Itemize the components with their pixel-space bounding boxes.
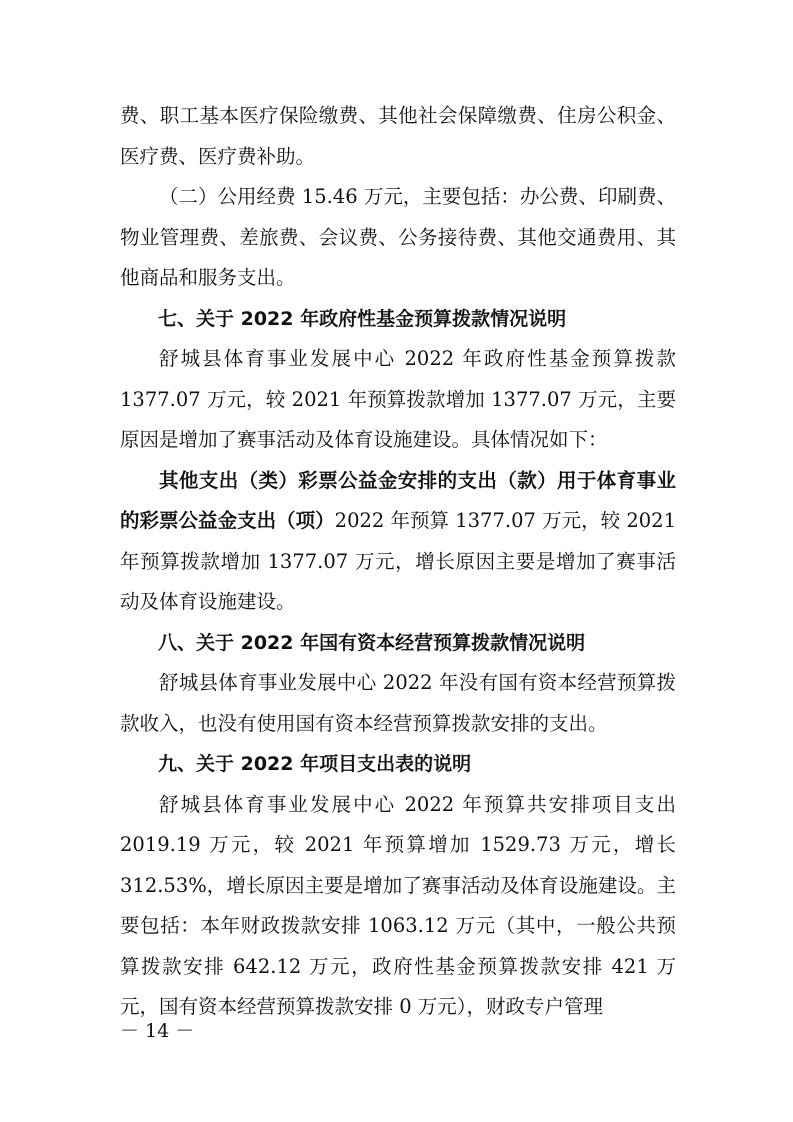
paragraph-7: 舒城县体育事业发展中心 2022 年没有国有资本经营预算拨款收入，也没有使用国有资本经营预算拨款安排的支出。 xyxy=(120,671,676,735)
paragraph-5-bold-lead: 其他支出（类）彩票公益金安排的支出（款）用于体育事业的彩票公益金支出（项） xyxy=(120,468,676,532)
section-heading-8: 八、关于 2022 年国有资本经营预算拨款情况说明 xyxy=(158,631,586,654)
section-heading-7: 七、关于 2022 年政府性基金预算拨款情况说明 xyxy=(158,307,567,330)
section-heading-9: 九、关于 2022 年项目支出表的说明 xyxy=(158,753,472,775)
document-body xyxy=(120,96,676,1028)
paragraph-1: 费、职工基本医疗保险缴费、其他社会保障缴费、住房公积金、医疗费、医疗费补助。 xyxy=(120,104,676,168)
paragraph-2: （二）公用经费 15.46 万元，主要包括：办公费、印刷费、物业管理费、差旅费、会议费、公务接待费、其他交通费用、其他商品和服务支出。 xyxy=(120,185,676,289)
paragraph-5 xyxy=(120,461,676,623)
paragraph-5-rest: 2022 年预算 1377.07 万元，较 2021 年预算拨款增加 1377.07 万元，增长原因主要是增加了赛事活动及体育设施建设。 xyxy=(120,509,676,613)
paragraph-4: 舒城县体育事业发展中心 2022 年政府性基金预算拨款 1377.07 万元，较 2021 年预算拨款增加 1377.07 万元，主要原因是增加了赛事活动及体育设施建设。具体情况如下： xyxy=(120,347,676,451)
paragraph-9: 舒城县体育事业发展中心 2022 年预算共安排项目支出 2019.19 万元，较 2021 年预算增加 1529.73 万元，增长 312.53%，增长原因主要是增加了赛事活动及体育设施建设。主要包括：本年财政拨款安排 1063.12 万元（其中，一般公共预算拨款安排 642.12 万元，政府性基金预算拨款安排 421 万元，国有资本经营预算拨款安排 0 万元），财政专户管理 xyxy=(120,792,676,1018)
page-number: － 14 － xyxy=(120,1020,195,1042)
